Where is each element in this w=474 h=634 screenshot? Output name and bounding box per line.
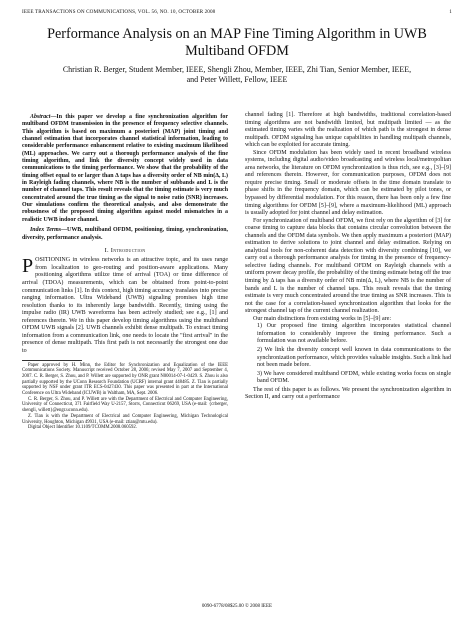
footnotes <box>22 363 228 431</box>
footnote-doi: Digital Object Identifier 10.1109/TCOMM.2008.060592. <box>28 425 137 431</box>
running-head <box>22 9 452 17</box>
body-paragraph-4: Our main distinctions from existing works in [5]–[9] are: <box>253 315 392 322</box>
footnote-divider <box>22 360 82 361</box>
right-column <box>245 112 451 402</box>
author-line-1: Christian R. Berger, Student Member, IEEE, Shengli Zhou, Member, IEEE, Zhi Tian, Senior Member, IEEE, <box>62 65 412 74</box>
copyright-line: 0090-6778/08$25.00 © 2008 IEEE <box>201 604 273 609</box>
contribution-item-3: 3) We have considered multiband OFDM, while existing works focus on single band OFDM. <box>257 370 451 385</box>
intro-text: in wireless networks is an attractive topic, and its uses range from localization to geo-routing and position-aware applications. Many positioning algorithms utilize time of arrival (TOA) or time difference of arrival (TDOA) measurements, which can be obtained from point-to-point communication links [1]. In this context, high timing accuracy translates into precise ranging information. Ultra Wideband (UWB) signaling promises high time resolution thanks to its inherently large bandwidth. Recently, timing using the impulse radio (IR) UWB waveforms has been actively studied; see e.g., [1] and references therein. We in this paper develop timing algorithms using the multiband OFDM UWB signals [2]. UWB channels exhibit dense multipath. To extract timing information from a communication link, one needs to locate the "first arrival" in the presence of dense multipath. This first path is not necessarily the strongest one due to <box>22 257 228 354</box>
intro-paragraph <box>22 257 228 355</box>
index-terms-text: —UWB, multiband OFDM, positioning, timing, synchronization, diversity, performance analysis. <box>22 227 228 241</box>
intro-lead-word: OSITIONING <box>35 257 71 264</box>
contribution-list <box>245 323 451 385</box>
footnote-affiliation-mtu: Z. Tian is with the Department of Electrical and Computer Engineering, Michigan Technological University, Houghton, Michigan 49931, USA (e-mail: ztian@mtu.edu). <box>22 413 228 425</box>
paper-title: Performance Analysis on an MAP Fine Timing Algorithm in UWB Multiband OFDM <box>47 26 427 59</box>
author-list <box>30 65 444 86</box>
footnote-editorial: Paper approved by H. Minn, the Editor for Synchronization and Equalization of the IEEE Communications Society. Manuscript received October 28, 2006; revised May 7, 2007 and September 4, 2007. C. R. Berger, S. Zhou, and P. Willett are supported by ONR grant N00014-07-1-0429. S. Zhou is also partially supported by the UConn Research Foundation (UCRF) internal grant 448485. Z. Tian is partially supported by NSF under grant ITR ECS-0427430. This paper was presented in part at the International Conference on Ultra Wideband (ICUWB) in Waltham, MA, Sept. 2006. <box>22 362 228 397</box>
page-number: 1 <box>449 9 452 15</box>
contribution-item-1: 1) Our proposed fine timing algorithm incorporates statistical channel information to considerably improve the timing performance. Such a formulation was not available before. <box>257 323 451 345</box>
abstract-label: Abstract <box>30 114 51 120</box>
body-paragraph-3: For synchronization of multiband OFDM, we first rely on the algorithm of [3] for coarse timing to capture data blocks that contains circular convolution between the channels and the OFDM data symbols. We then apply maximum a posteriori (MAP) estimation to derive solutions to joint channel and delay estimation. Relying on analytical tools for non-coherent data detection with diversity combining [10], we carry out a thorough performance analysis for timing in the presence of frequency-selective fading channels. For multiband OFDM on Rayleigh channels with a uniform power decay profile, the probability of the timing estimate being off the true timing by Δ taps has a diversity order of NB min(Δ, L), where NB is the number of bands and L is the number of channel taps. This result reveals that the timing estimate is very much concentrated around the true timing as SNR increases. This is not the case for a correlation-based synchronization algorithm that looks for the strongest channel tap of the current channel realization. <box>245 217 451 315</box>
journal-header: IEEE TRANSACTIONS ON COMMUNICATIONS, VOL. 56, NO. 10, OCTOBER 2008 <box>22 9 216 15</box>
body-paragraph-5: The rest of this paper is as follows. We present the synchronization algorithm in Section II, and carry out a performance <box>245 386 451 401</box>
abstract <box>22 114 228 224</box>
section-heading-introduction: I. Introduction <box>104 246 146 254</box>
body-paragraph-1: channel fading [1]. Therefore at high bandwidths, traditional correlation-based timing algorithms are not bandwidth limited, but multipath limited — as the estimated timing varies with the realization of which path is the strongest in dense multipath. OFDM signaling has unique capabilities in handling multipath channels, which can be exploited for accurate timing. <box>245 112 451 149</box>
dropcap-letter: P <box>22 255 34 278</box>
abstract-text: —In this paper we develop a fine synchronization algorithm for multiband OFDM transmission in the presence of frequency selective channels. This algorithm is based on maximum a posteriori (MAP) joint timing and channel estimation that incorporates channel statistical information, leading to considerable performance enhancement relative to existing maximum likelihood (ML) approaches. We carry out a thorough performance analysis of the fine timing algorithm, and link the diversity concept widely used in data communications to the timing performance. We show that the probability of the timing offset equal to or larger than Δ taps has a diversity order of NB min(Δ, L) in Rayleigh fading channels, where NB is the number of subbands and L is the number of channel taps. This result reveals that the timing estimate is very much concentrated around the true timing as the signal to noise ratio (SNR) increases. Our simulations confirm the theoretical analysis, and also demonstrate the robustness of the proposed timing algorithm against model mismatches in a realistic UWB indoor channel. <box>22 114 228 223</box>
body-paragraph-2: Since OFDM modulation has been widely used in recent broadband wireless systems, including digital audio/video broadcasting and wireless local/metropolitan area networks, the literature on OFDM synchronization is thus rich, see e.g., [3]–[9] and references therein. However, for communication purposes, OFDM does not require precise timing. Small or moderate offsets in the time domain translate to phase shifts in the frequency domain, which can be estimated by pilot tones, or bypassed by differential modulation. For this reason, there has been only a few fine timing algorithms for OFDM [5]–[9], where a maximum-likelihood (ML) approach is usually adopted for joint channel and delay estimation. <box>245 149 451 217</box>
left-column <box>22 114 228 431</box>
footnote-affiliation-uconn: C. R. Berger, S. Zhou, and P. Willett are with the Department of Electrical and Computer Engineering, University of Connecticut, 371 Fairfield Way U-2157, Storrs, Connecticut 06269, USA (e-mail: {crberger, shengli, willett}@engr.uconn.edu). <box>22 396 228 414</box>
index-terms-label: Index Terms <box>30 227 62 234</box>
author-line-2: and Peter Willett, Fellow, IEEE <box>186 75 288 85</box>
contribution-item-2: 2) We link the diversity concept well known in data communications to the synchronization performance, which provides valuable insights. Such a link had not been made before. <box>257 346 451 369</box>
index-terms <box>22 227 228 242</box>
